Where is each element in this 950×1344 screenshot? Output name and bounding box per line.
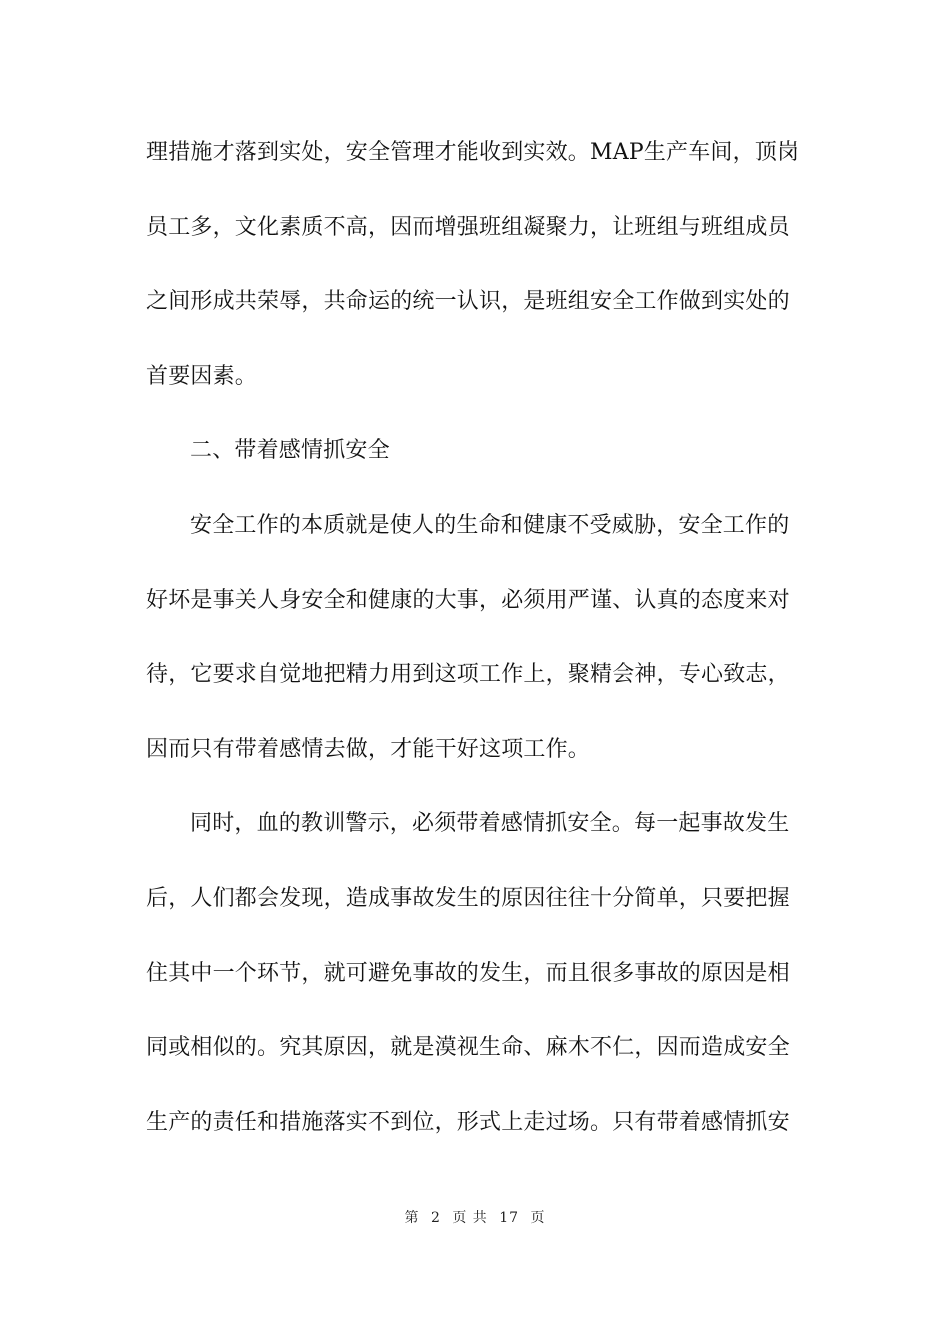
text-line: 待，它要求自觉地把精力用到这项工作上，聚精会神，专心致志， [146,662,790,688]
page-footer [0,1207,950,1227]
footer-total-pages: 17 [499,1210,520,1226]
text-line: 因而只有带着感情去做，才能干好这项工作。 [146,736,591,762]
text-line: 生产的责任和措施落实不到位，形式上走过场。只有带着感情抓安 [146,1109,790,1135]
footer-suffix: 页 [530,1210,546,1226]
text-line: 后，人们都会发现，造成事故发生的原因往往十分简单，只要把握 [146,885,790,911]
text-line: 同时，血的教训警示，必须带着感情抓安全。每一起事故发生 [190,811,790,837]
footer-page-number: 2 [430,1210,441,1226]
text-line: 理措施才落到实处，安全管理才能收到实效。MAP生产车间，顶岗 [146,140,800,165]
text-line: 住其中一个环节，就可避免事故的发生，而且很多事故的原因是相 [146,960,790,986]
text-line: 同或相似的。究其原因，就是漠视生命、麻木不仁，因而造成安全 [146,1035,790,1061]
section-heading: 二、带着感情抓安全 [190,438,390,464]
text-line: 好坏是事关人身安全和健康的大事，必须用严谨、认真的态度来对 [146,587,790,613]
text-line: 员工多，文化素质不高，因而增强班组凝聚力，让班组与班组成员 [146,214,790,240]
text-line: 安全工作的本质就是使人的生命和健康不受威胁，安全工作的 [190,512,790,538]
text-line: 首要因素。 [146,363,258,389]
document-body [146,129,806,1173]
footer-middle: 页 共 [452,1210,488,1226]
text-line: 之间形成共荣辱，共命运的统一认识，是班组安全工作做到实处的 [146,289,790,315]
footer-prefix: 第 [404,1210,420,1226]
